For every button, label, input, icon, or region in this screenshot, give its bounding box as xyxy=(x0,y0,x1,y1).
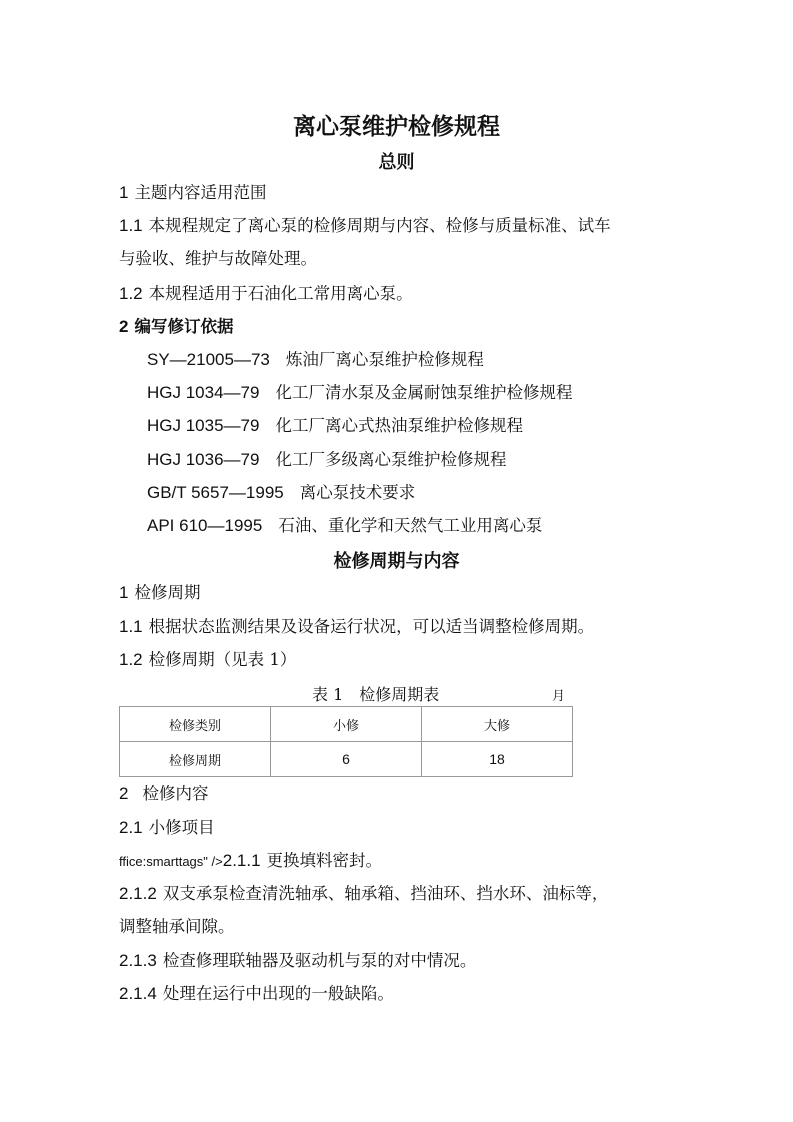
clause-s2-2-1-2-cont: 调整轴承间隙。 xyxy=(119,917,235,936)
clause-2: 2 编写修订依据 xyxy=(119,317,234,336)
table-cell: 检修类别 xyxy=(120,707,271,742)
table-row xyxy=(120,742,573,777)
reference-item: API 610—1995 石油、重化学和天然气工业用离心泵 xyxy=(147,516,543,535)
clause-s2-1-2: 1.2 检修周期（见表 1） xyxy=(119,650,297,669)
clause-s2-2-1-1: ffice:smarttags" />2.1.1 更换填料密封。 xyxy=(119,851,383,870)
clause-1: 1 主题内容适用范围 xyxy=(119,183,267,202)
clause-1-2: 1.2 本规程适用于石油化工常用离心泵。 xyxy=(119,284,413,303)
clause-s2-1: 1 检修周期 xyxy=(119,583,201,602)
section-heading-general: 总则 xyxy=(378,152,415,173)
table-row xyxy=(120,707,573,742)
table-caption: 表 1 检修周期表 xyxy=(312,685,440,704)
clause-s2-2-1: 2.1 小修项目 xyxy=(119,818,215,837)
clause-1-1: 1.1 本规程规定了离心泵的检修周期与内容、检修与质量标准、试车 xyxy=(119,216,611,235)
clause-s2-1-1: 1.1 根据状态监测结果及设备运行状况，可以适当调整检修周期。 xyxy=(119,617,595,636)
clause-s2-2-1-4: 2.1.4 处理在运行中出现的一般缺陷。 xyxy=(119,984,394,1003)
reference-item: HGJ 1036—79 化工厂多级离心泵维护检修规程 xyxy=(147,450,507,469)
table-cell: 6 xyxy=(271,742,422,777)
reference-item: GB/T 5657—1995 离心泵技术要求 xyxy=(147,483,416,502)
clause-1-1-cont: 与验收、维护与故障处理。 xyxy=(119,249,317,268)
clause-s2-2-1-3: 2.1.3 检查修理联轴器及驱动机与泵的对中情况。 xyxy=(119,951,477,970)
reference-item: SY—21005—73 炼油厂离心泵维护检修规程 xyxy=(147,350,484,369)
reference-item: HGJ 1034—79 化工厂清水泵及金属耐蚀泵维护检修规程 xyxy=(147,383,573,402)
table-unit: 月 xyxy=(552,689,566,704)
clause-s2-2-1-2: 2.1.2 双支承泵检查清洗轴承、轴承箱、挡油环、挡水环、油标等， xyxy=(119,884,609,903)
reference-item: HGJ 1035—79 化工厂离心式热油泵维护检修规程 xyxy=(147,416,523,435)
table-cell: 18 xyxy=(422,742,573,777)
section-heading-cycle: 检修周期与内容 xyxy=(333,551,460,572)
table-cell: 检修周期 xyxy=(120,742,271,777)
table-cell: 小修 xyxy=(271,707,422,742)
clause-s2-2: 2 检修内容 xyxy=(119,784,209,803)
table-cell: 大修 xyxy=(422,707,573,742)
maintenance-cycle-table xyxy=(119,706,573,777)
document-title: 离心泵维护检修规程 xyxy=(293,113,500,140)
